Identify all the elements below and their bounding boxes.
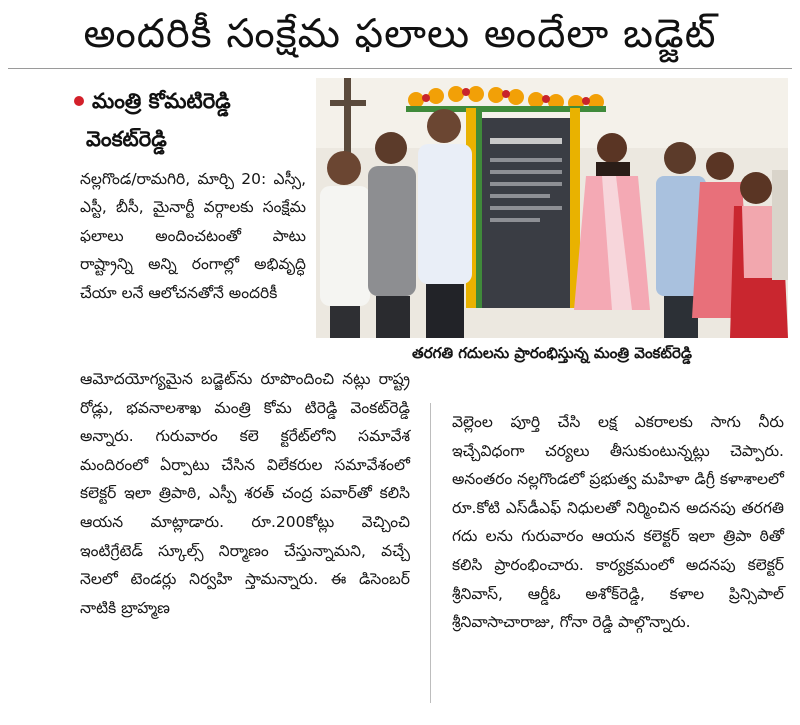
article-narrow-column: నల్లగొండ/రామగిరి, మార్చి 20: ఎస్సీ, ఎస్టీ, బీసీ, మైనార్టీ వర్గాలకు సంక్షేమ ఫలాలు అందించటంతో పాటు రాష్ట్రాన్ని అన్ని రంగాల్లో అభివృద్ధి చేయా లనే ఆలోచనతోనే అందరికీ [80,170,306,302]
byline [76,82,306,158]
photo-illustration [316,78,788,338]
column-divider [430,403,431,703]
event-photo [316,78,788,338]
photo-caption: తరగతి గదులను ప్రారంభిస్తున్న మంత్రి వెంకట్‌రెడ్డి [412,344,692,362]
headline-rule [8,68,792,69]
byline-line1: మంత్రి కోమటిరెడ్డి [92,89,231,113]
article-left-column: ఆమోదయోగ్యమైన బడ్జెట్‌ను రూపొందించి నట్లు రాష్ట్ర రోడ్లు, భవనాలశాఖ మంత్రి కోమ టిరెడ్డి వెంకట్‌రెడ్డి అన్నారు. గురువారం కలె క్టరేట్‌లోని సమావేశ మందిరంలో ఏర్పాటు చేసిన విలేకరుల సమావేశంలో కలెక్టర్ ఇలా త్రిపాఠి, ఎస్పీ శరత్ చంద్ర పవార్‌తో కలిసి ఆయన మాట్లాడారు. రూ.200కోట్లు వెచ్చించి ఇంటిగ్రేటెడ్ స్కూల్స్ నిర్మాణం చేస్తున్నామని, వచ్చే నెలలో టెండర్లు నిర్వహి స్తామన్నారు. ఈ డిసెంబర్ నాటికి బ్రాహ్మణ [80,370,410,617]
bullet-icon [74,96,84,106]
byline-line2: వెంకట్‌రెడ్డి [86,127,167,151]
headline: అందరికీ సంక్షేమ ఫలాలు అందేలా బడ్జెట్ [83,11,717,57]
article-right-column: వెల్లెంల పూర్తి చేసి లక్ష ఎకరాలకు సాగు నీరు ఇచ్చేవిధంగా చర్యలు తీసుకుంటున్నట్లు చెప్పారు. అనంతరం నల్లగొండలో ప్రభుత్వ మహిళా డిగ్రీ కళాశాలలో రూ.కోటి ఎస్‌డీఎఫ్ నిధులతో నిర్మించిన అదనపు తరగతి గదు లను గురువారం ఆయన కలెక్టర్ ఇలా త్రిపా ఠితో కలిసి ప్రారంభించారు. కార్యక్రమంలో అదనపు కలెక్టర్ శ్రీనివాస్, ఆర్డీఓ అశోక్‌రెడ్డి, కళాల ప్రిన్సిపాల్ శ్రీనివాసాచారాజు, గోనా రెడ్డి పాల్గొన్నారు. [452,413,784,632]
